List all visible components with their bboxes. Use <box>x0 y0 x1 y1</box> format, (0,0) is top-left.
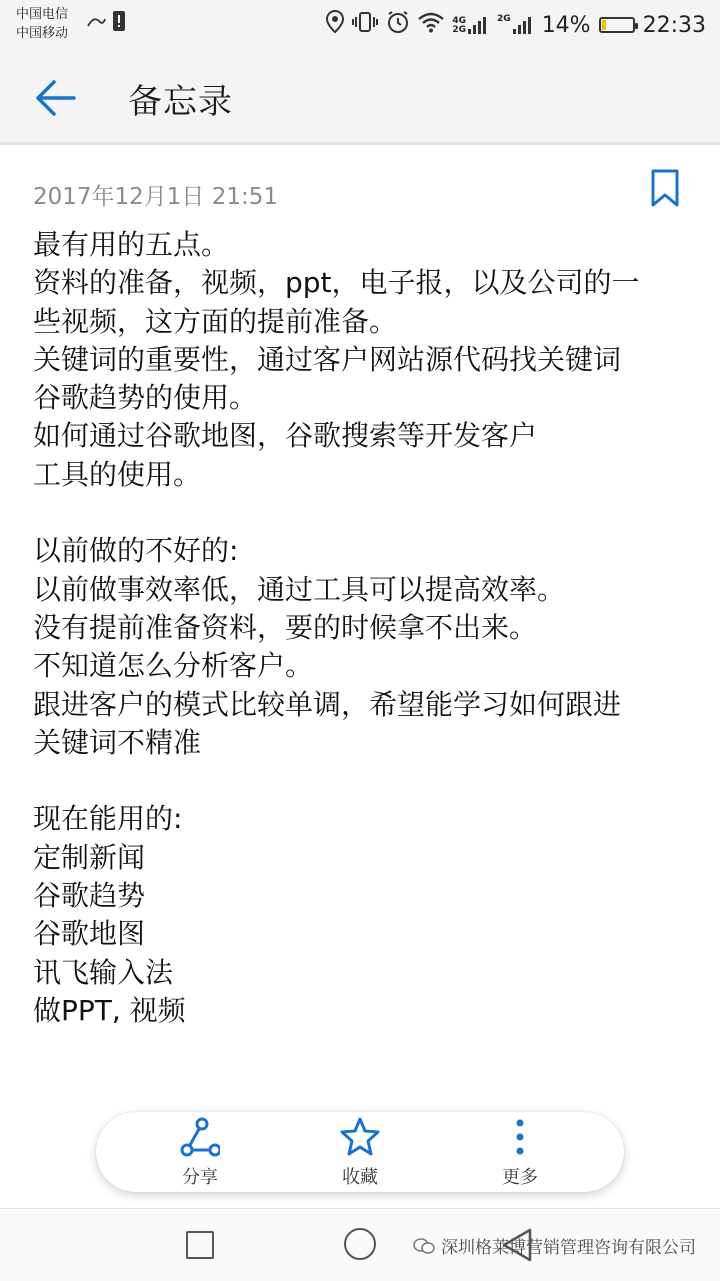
note-line: 关键词不精准 <box>33 725 202 759</box>
note-line: 谷歌地图 <box>33 917 146 951</box>
note-line: 谷歌趋势的使用。 <box>33 381 258 415</box>
note-line: 做PPT, 视频 <box>33 993 186 1027</box>
note-date: 2017年12月1日 21:51 <box>33 184 279 210</box>
wifi-icon <box>418 11 444 39</box>
battery-percent: 14% <box>541 12 591 38</box>
status-icons <box>326 10 706 40</box>
carrier-2: 中国移动 <box>16 26 69 41</box>
bookmark-button[interactable] <box>650 168 680 208</box>
note-line <box>33 762 693 800</box>
watermark <box>413 1233 696 1258</box>
battery-icon <box>599 17 635 33</box>
favorite-button[interactable] <box>300 1112 420 1192</box>
more-button[interactable] <box>460 1112 580 1192</box>
signal-sim1-icon <box>452 15 489 35</box>
note-line: 工具的使用。 <box>33 457 202 491</box>
note-line: 如何通过谷歌地图，谷歌搜索等开发客户 <box>33 419 538 453</box>
note-line: 资料的准备，视频，ppt，电子报，以及公司的一 <box>33 266 640 300</box>
hd-call-icon <box>86 14 106 33</box>
app-header <box>0 52 720 145</box>
vibrate-icon <box>352 11 378 39</box>
carrier-1: 中国电信 <box>16 7 69 22</box>
note-line: 没有提前准备资料，要的时候拿不出来。 <box>33 610 538 644</box>
watermark-text: 深圳格莱博营销管理咨询有限公司 <box>441 1238 696 1258</box>
clock: 22:33 <box>642 12 706 38</box>
home-button[interactable] <box>344 1228 376 1260</box>
network-type-1: 4G <box>452 16 467 26</box>
star-icon <box>340 1117 380 1161</box>
note-line: 跟进客户的模式比较单调，希望能学习如何跟进 <box>33 687 622 721</box>
note-line: 现在能用的: <box>33 802 183 836</box>
alarm-icon <box>386 10 410 40</box>
back-button[interactable] <box>34 78 78 118</box>
note-action-bar <box>96 1112 624 1192</box>
page-title: 备忘录 <box>128 82 233 122</box>
favorite-label: 收藏 <box>342 1167 378 1188</box>
share-button[interactable] <box>140 1112 260 1192</box>
note-line: 讯飞输入法 <box>33 955 174 989</box>
note-line: 些视频，这方面的提前准备。 <box>33 304 398 338</box>
note-line: 关键词的重要性，通过客户网站源代码找关键词 <box>33 342 622 376</box>
note-line: 最有用的五点。 <box>33 228 230 261</box>
wechat-icon <box>413 1237 435 1255</box>
note-line: 定制新闻 <box>33 840 146 874</box>
bookmark-icon <box>650 168 680 208</box>
status-bar <box>0 0 720 52</box>
notification-alert-icon <box>112 10 126 36</box>
note-line <box>33 494 693 532</box>
note-line: 以前做的不好的: <box>33 534 239 568</box>
note-content[interactable] <box>33 226 693 1030</box>
more-vertical-icon <box>500 1117 540 1161</box>
share-label: 分享 <box>182 1167 218 1188</box>
note-line: 以前做事效率低，通过工具可以提高效率。 <box>33 572 566 606</box>
more-label: 更多 <box>502 1167 538 1188</box>
share-icon <box>180 1117 220 1161</box>
note-line: 不知道怎么分析客户。 <box>33 649 314 683</box>
back-arrow-icon <box>34 78 78 118</box>
battery-fill <box>602 20 606 30</box>
recent-apps-button[interactable] <box>186 1231 214 1259</box>
network-type-1b: 2G <box>452 25 467 35</box>
location-icon <box>326 10 344 40</box>
carrier-icons <box>86 10 126 36</box>
system-navigation-bar <box>0 1208 720 1281</box>
note-line: 谷歌趋势 <box>33 879 146 913</box>
carrier-info <box>16 5 68 43</box>
signal-sim2-icon <box>497 15 534 35</box>
network-type-2: 2G <box>497 14 511 24</box>
